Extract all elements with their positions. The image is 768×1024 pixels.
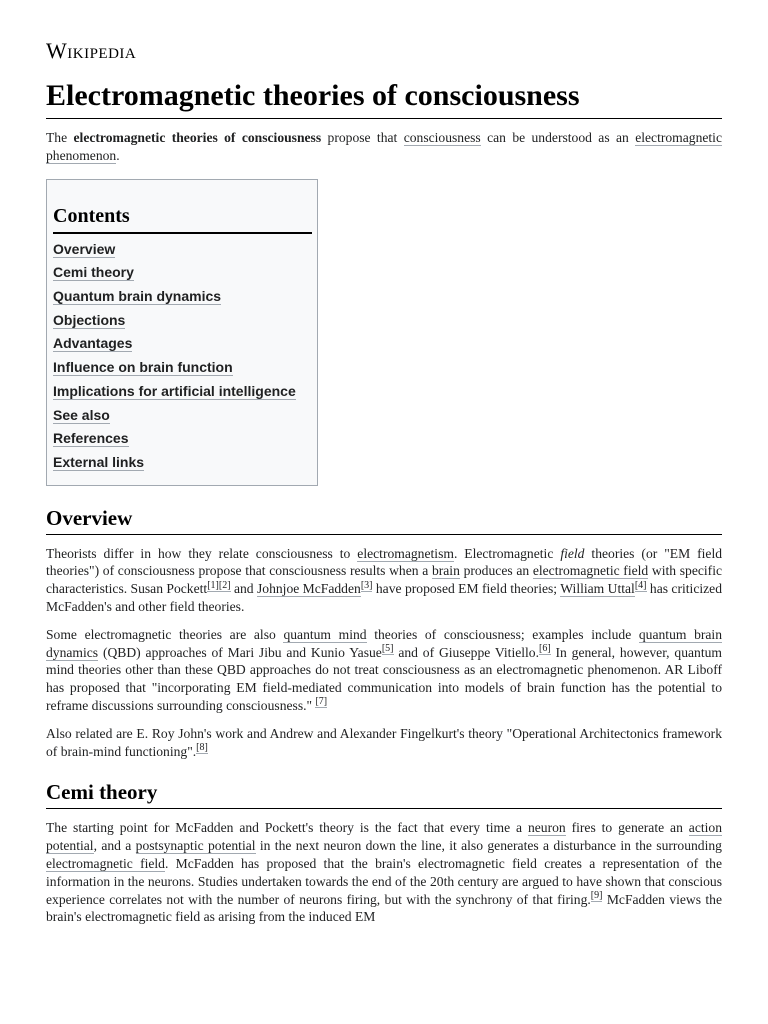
paragraph-text: with specific characteristics. Susan Pockett bbox=[46, 563, 723, 597]
paragraph-text: The starting point for McFadden and Pockett's theory is the fact that every time a bbox=[46, 820, 528, 836]
toc-item-label[interactable]: See also bbox=[53, 406, 110, 423]
citation-3[interactable]: [3] bbox=[360, 579, 373, 591]
paragraph-text: Some electromagnetic theories are also bbox=[46, 626, 284, 642]
link-brain[interactable]: brain bbox=[431, 563, 460, 579]
citation-8[interactable]: [8] bbox=[196, 742, 208, 754]
overview-paragraph-3 bbox=[46, 725, 722, 761]
citation-5[interactable]: [5] bbox=[381, 643, 394, 655]
link-action-potential[interactable]: action potential bbox=[46, 820, 722, 854]
link-william-uttal[interactable]: William Uttal bbox=[560, 581, 635, 597]
link-electromagnetic-field-2[interactable]: electromagnetic field bbox=[46, 855, 165, 871]
toc-item-label[interactable]: Overview bbox=[53, 240, 116, 257]
paragraph-text: in the next neuron down the line, it also generates a disturbance in the surrounding bbox=[255, 838, 722, 854]
paragraph-text: has criticized McFadden's and other field theories. bbox=[46, 581, 723, 615]
toc-item-quantum-brain-dynamics[interactable] bbox=[53, 285, 312, 309]
paragraph-text: theories (or "EM field theories") of consciousness propose that consciousness results when a bbox=[46, 545, 723, 579]
paragraph-text: theories of consciousness; examples include bbox=[366, 626, 639, 642]
citation-2[interactable]: [2] bbox=[218, 579, 231, 591]
paragraph-text: and bbox=[230, 581, 257, 597]
paragraph-text: , and a bbox=[93, 838, 136, 854]
paragraph-text: produces an bbox=[459, 563, 533, 579]
article-page bbox=[46, 38, 722, 926]
link-electromagnetic-field[interactable]: electromagnetic field bbox=[532, 563, 649, 579]
toc-item-references[interactable] bbox=[53, 427, 312, 451]
paragraph-text: Theorists differ in how they relate consciousness to bbox=[46, 545, 358, 561]
link-electromagnetism[interactable]: electromagnetism bbox=[357, 545, 454, 561]
paragraph-text: (QBD) approaches of Mari Jibu and Kunio Yasue bbox=[98, 644, 382, 660]
citation-7[interactable]: [7] bbox=[315, 696, 328, 708]
link-postsynaptic-potential[interactable]: postsynaptic potential bbox=[135, 838, 256, 854]
citation-6[interactable]: [6] bbox=[539, 643, 551, 655]
link-quantum-brain-dynamics[interactable]: quantum brain dynamics bbox=[46, 626, 723, 660]
paragraph-text: have proposed EM field theories; bbox=[372, 581, 561, 597]
toc-item-objections[interactable] bbox=[53, 309, 312, 333]
toc-item-external-links[interactable] bbox=[53, 451, 312, 475]
paragraph-text: McFadden views the brain's electromagnetic field as arising from the induced EM bbox=[46, 891, 723, 925]
wikipedia-wordmark[interactable]: Wikipedia bbox=[46, 38, 137, 63]
toc-title: Contents bbox=[53, 204, 312, 234]
toc-item-label[interactable]: References bbox=[53, 430, 129, 447]
toc-item-label[interactable]: Quantum brain dynamics bbox=[53, 288, 222, 304]
intro-text: propose that bbox=[321, 130, 404, 145]
intro-bold-term: electromagnetic theories of consciousness bbox=[73, 130, 322, 145]
paragraph-text: . Electromagnetic bbox=[453, 545, 561, 561]
link-consciousness[interactable]: consciousness bbox=[403, 130, 481, 145]
toc-item-overview[interactable] bbox=[53, 238, 312, 262]
toc-list bbox=[53, 238, 312, 475]
overview-paragraph-1 bbox=[46, 545, 722, 616]
toc-item-implications-for-ai[interactable] bbox=[53, 380, 312, 404]
paragraph-text: Also related are E. Roy John's work and Andrew and Alexander Fingelkurt's theory "Operational Architectonics framework of brain-mind functioning". bbox=[46, 725, 722, 759]
toc-item-label[interactable]: Implications for artificial intelligence bbox=[53, 382, 296, 399]
paragraph-text: and of Giuseppe Vitiello. bbox=[393, 644, 540, 660]
overview-paragraph-2 bbox=[46, 626, 722, 715]
toc-item-label[interactable]: Objections bbox=[53, 311, 126, 328]
page-title: Electromagnetic theories of consciousness bbox=[46, 78, 722, 119]
paragraph-text: . McFadden has proposed that the brain's electromagnetic field creates a representation of the information in the neurons. Studies undertaken towards the end of the 20th century are argued to have shown that conscious experience correlates not with the number of neurons firing, but with the synchrony of that firing. bbox=[46, 855, 723, 907]
link-johnjoe-mcfadden[interactable]: Johnjoe McFadden bbox=[256, 581, 361, 597]
toc-item-label[interactable]: Advantages bbox=[53, 335, 133, 352]
toc-item-advantages[interactable] bbox=[53, 332, 312, 356]
section-heading-overview: Overview bbox=[46, 504, 722, 535]
intro-text: . bbox=[116, 147, 120, 163]
link-neuron[interactable]: neuron bbox=[527, 820, 566, 836]
intro-text: The bbox=[46, 130, 74, 145]
citation-9[interactable]: [9] bbox=[590, 890, 603, 902]
citation-4[interactable]: [4] bbox=[634, 579, 647, 591]
table-of-contents bbox=[46, 179, 318, 486]
toc-item-label[interactable]: External links bbox=[53, 453, 145, 470]
link-electromagnetic-phenomenon[interactable]: electromagnetic phenomenon bbox=[46, 130, 722, 163]
intro-paragraph bbox=[46, 129, 722, 165]
citation-1[interactable]: [1] bbox=[207, 579, 219, 591]
intro-text: can be understood as an bbox=[480, 130, 636, 145]
toc-item-influence-on-brain-function[interactable] bbox=[53, 356, 312, 380]
section-heading-cemi-theory: Cemi theory bbox=[46, 778, 722, 809]
cemi-paragraph-1 bbox=[46, 819, 722, 926]
paragraph-text: fires to generate an bbox=[565, 820, 689, 836]
toc-item-cemi-theory[interactable] bbox=[53, 261, 312, 285]
toc-item-label[interactable]: Influence on brain function bbox=[53, 359, 233, 376]
paragraph-text: In general, however, quantum mind theories other than these QBD approaches do not treat consciousness as an electromagnetic phenomenon. AR Liboff has proposed that "incorporating EM field-mediated communication into models of brain function has the potential to reframe discussions surrounding consciousness." bbox=[46, 644, 722, 713]
italic-field: field bbox=[560, 545, 585, 561]
toc-item-label[interactable]: Cemi theory bbox=[53, 264, 134, 281]
toc-item-see-also[interactable] bbox=[53, 404, 312, 428]
link-quantum-mind[interactable]: quantum mind bbox=[283, 626, 367, 642]
